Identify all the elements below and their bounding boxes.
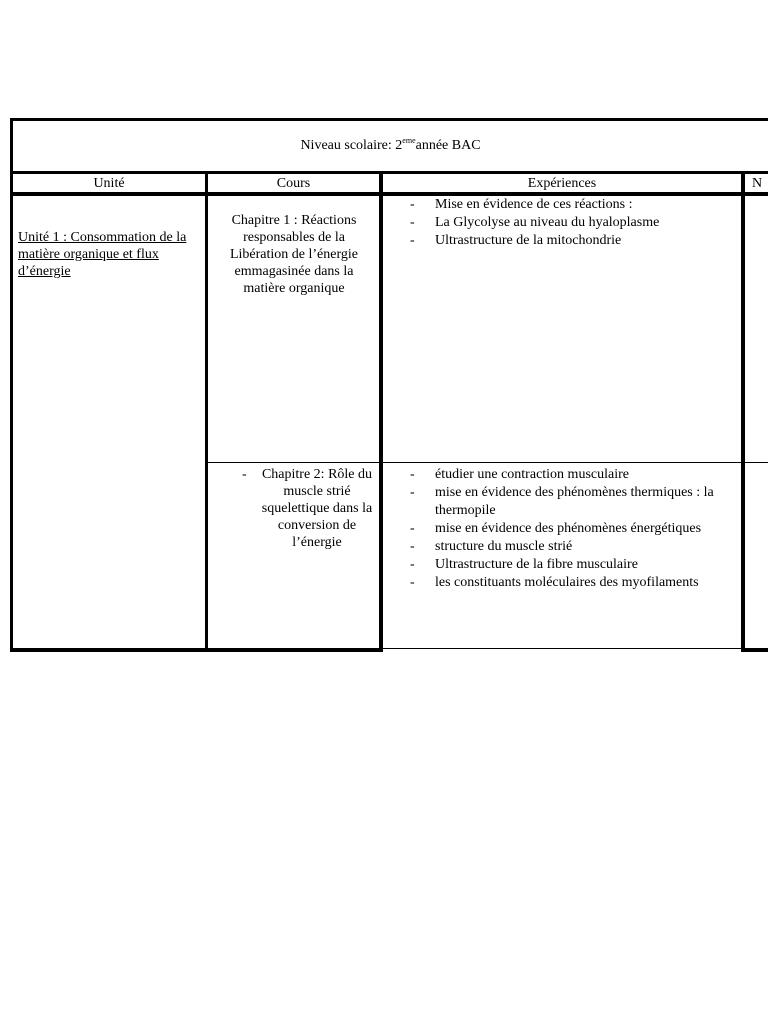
col-header-cours: Cours bbox=[276, 176, 311, 191]
list-item: - les constituants moléculaires des myofilaments bbox=[410, 574, 735, 592]
level-title bbox=[13, 137, 768, 154]
col-header-experiences: Expériences bbox=[527, 176, 597, 191]
table-border-top bbox=[10, 118, 768, 121]
header-row-border bbox=[10, 171, 768, 174]
list-item: - Ultrastructure de la mitochondrie bbox=[410, 232, 659, 250]
row1-cours: Chapitre 1 : Réactions responsables de la Libération de l’énergie emmagasinée dans la matière organique bbox=[229, 213, 359, 296]
row-separator bbox=[208, 462, 768, 463]
col-sep-cours-exp bbox=[379, 172, 383, 652]
row1-experiences-list bbox=[410, 196, 659, 250]
table-border-bottom-right bbox=[382, 648, 744, 649]
col-sep-exp-n bbox=[741, 172, 745, 652]
level-prefix: Niveau scolaire: 2 bbox=[300, 138, 403, 153]
level-sup: eme bbox=[402, 136, 416, 145]
row2-experiences-list bbox=[410, 466, 735, 592]
col-header-unite: Unité bbox=[93, 176, 125, 191]
table-border-bottom bbox=[10, 648, 382, 652]
list-item: - structure du muscle strié bbox=[410, 538, 735, 556]
list-item: - étudier une contraction musculaire bbox=[410, 466, 735, 484]
table-border-bottom-n bbox=[742, 648, 768, 652]
col-header-n: N bbox=[752, 176, 763, 191]
list-item: - Mise en évidence de ces réactions : bbox=[410, 196, 659, 214]
table-border-left bbox=[10, 118, 13, 652]
list-item: - La Glycolyse au niveau du hyaloplasme bbox=[410, 214, 659, 232]
list-item: - Ultrastructure de la fibre musculaire bbox=[410, 556, 735, 574]
list-item: - mise en évidence des phénomènes thermiques : la thermopile bbox=[410, 484, 735, 520]
row2-cours: Chapitre 2: Rôle du muscle strié squelettique dans la conversion de l’énergie bbox=[261, 467, 373, 550]
level-suffix: année BAC bbox=[415, 138, 481, 153]
unit-title: Unité 1 : Consommation de la matière organique et flux d’énergie bbox=[18, 230, 187, 279]
col-sep-unite-cours bbox=[205, 172, 208, 652]
list-item: - mise en évidence des phénomènes énergétiques bbox=[410, 520, 735, 538]
row2-cours-bullet: - bbox=[242, 467, 247, 482]
